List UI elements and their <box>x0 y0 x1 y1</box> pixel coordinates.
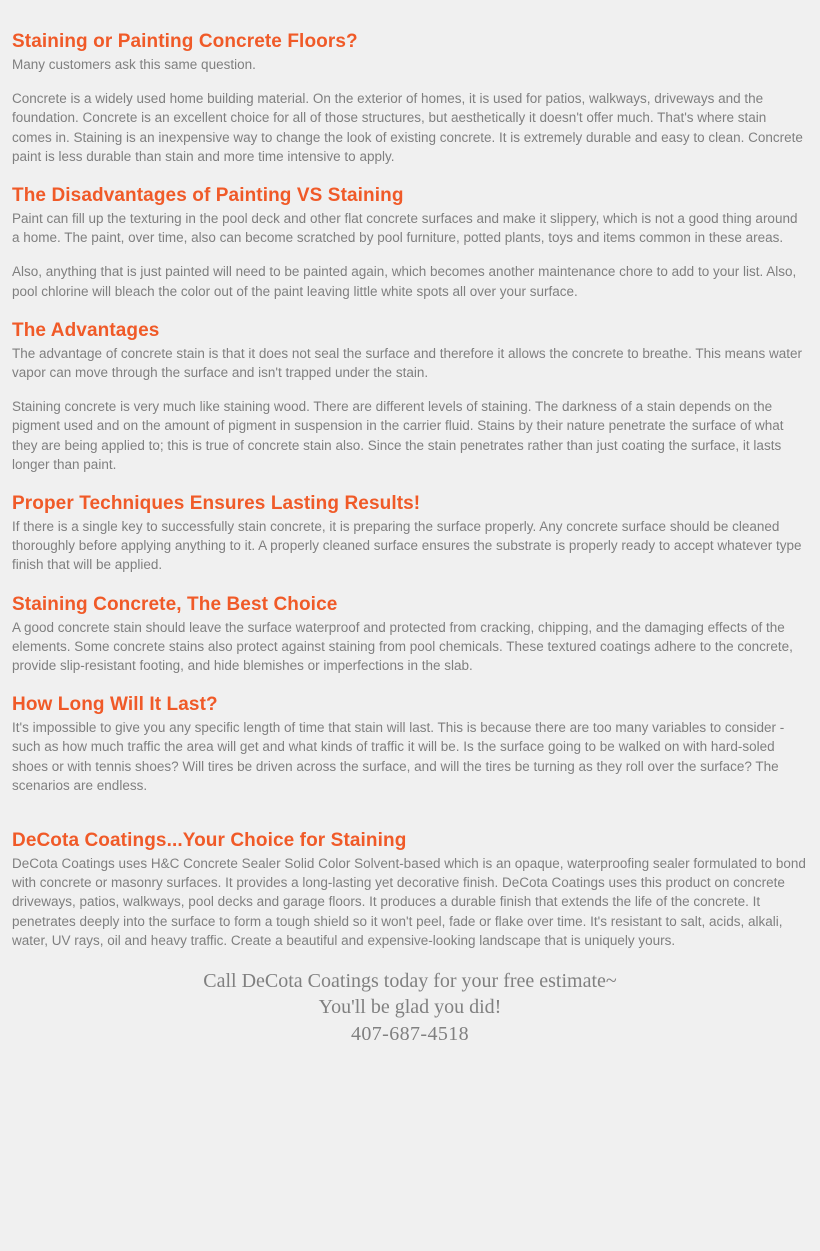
section-paragraph: Also, anything that is just painted will need to be painted again, which becomes another maintenance chore to add to your list. Also, pool chlorine will bleach the color out of the paint leaving little white spots all over your surface. <box>12 264 797 299</box>
section-heading: How Long Will It Last? <box>12 694 218 716</box>
section-paragraph: Concrete is a widely used home building material. On the exterior of homes, it is used for patios, walkways, driveways and the foundation. Concrete is an excellent choice for all of those structures, but aesthetically it doesn't offer much. That's where stain comes in. Staining is an inexpensive way to change the look of existing concrete. It is extremely durable and easy to clean. Concrete paint is less durable than stain and more time intensive to apply. <box>12 91 803 164</box>
section-paragraph: It's impossible to give you any specific length of time that stain will last. This is because there are too many variables to consider - such as how much traffic the area will get and what kinds of traffic it will be. Is the surface going to be walked on with hard-soled shoes or with tennis shoes? Will tires be driven across the surface, and will the tires be turning as they roll over the surface? The scenarios are endless. <box>12 720 785 793</box>
section-heading: Staining Concrete, The Best Choice <box>12 593 338 615</box>
section-paragraph: Many customers ask this same question. <box>12 57 256 72</box>
section-paragraph: A good concrete stain should leave the surface waterproof and protected from cracking, chipping, and the damaging effects of the elements. Some concrete stains also protect against staining from pool chemicals. These textured coatings adhere to the concrete, provide slip-resistant footing, and hide blemishes or imperfections in the slab. <box>12 619 793 674</box>
section-paragraph: The advantage of concrete stain is that it does not seal the surface and therefore it allows the concrete to breathe. This means water vapor can move through the surface and isn't trapped under the stain. <box>12 345 802 381</box>
section-proper-techniques <box>12 492 808 575</box>
closing-line-2: You'll be glad you did! <box>318 996 502 1019</box>
section-staining-or-painting <box>12 30 808 166</box>
section-paragraph: DeCota Coatings uses H&C Concrete Sealer Solid Color Solvent-based which is an opaque, waterproofing sealer formulated to bond with concrete or masonry surfaces. It provides a long-lasting yet decorative finish. DeCota Coatings uses this product on concrete driveways, patios, walkways, pool decks and garage floors. It produces a durable finish that extends the life of the concrete. It penetrates deeply into the surface to form a tough shield so it won't peel, fade or flake over time. It's resistant to salt, acids, alkali, water, UV rays, oil and heavy traffic. Create a beautiful and expensive-looking landscape that is uniquely yours. <box>12 856 806 948</box>
section-heading: The Disadvantages of Painting VS Staining <box>12 185 404 207</box>
section-how-long-will-it-last <box>12 693 808 795</box>
closing-call-to-action <box>12 968 808 1048</box>
section-disadvantages <box>12 184 808 301</box>
closing-line-1: Call DeCota Coatings today for your free estimate~ <box>203 970 617 993</box>
section-heading: DeCota Coatings...Your Choice for Staining <box>12 830 407 852</box>
phone-number[interactable]: 407-687-4518 <box>350 1023 470 1046</box>
section-paragraph: Staining concrete is very much like staining wood. There are different levels of staining. The darkness of a stain depends on the pigment used and on the amount of pigment in suspension in the carrier fluid. Stains by their nature penetrate the surface of what they are being applied to; this is true of concrete stain also. Since the stain penetrates rather than just coating the surface, it lasts longer than paint. <box>12 399 784 472</box>
section-heading: The Advantages <box>12 319 160 341</box>
section-advantages <box>12 319 808 474</box>
section-heading: Proper Techniques Ensures Lasting Results! <box>12 493 421 515</box>
section-paragraph: If there is a single key to successfully stain concrete, it is preparing the surface properly. Any concrete surface should be cleaned thoroughly before applying anything to it. A properly cleaned surface ensures the substrate is properly ready to accept whatever type finish that will be applied. <box>12 519 802 573</box>
section-decota-coatings <box>12 829 808 950</box>
section-best-choice <box>12 593 808 676</box>
section-paragraph: Paint can fill up the texturing in the pool deck and other flat concrete surfaces and make it slippery, which is not a good thing around a home. The paint, over time, also can become scratched by pool furniture, potted plants, toys and items common in these areas. <box>12 211 798 246</box>
section-heading: Staining or Painting Concrete Floors? <box>12 31 358 52</box>
